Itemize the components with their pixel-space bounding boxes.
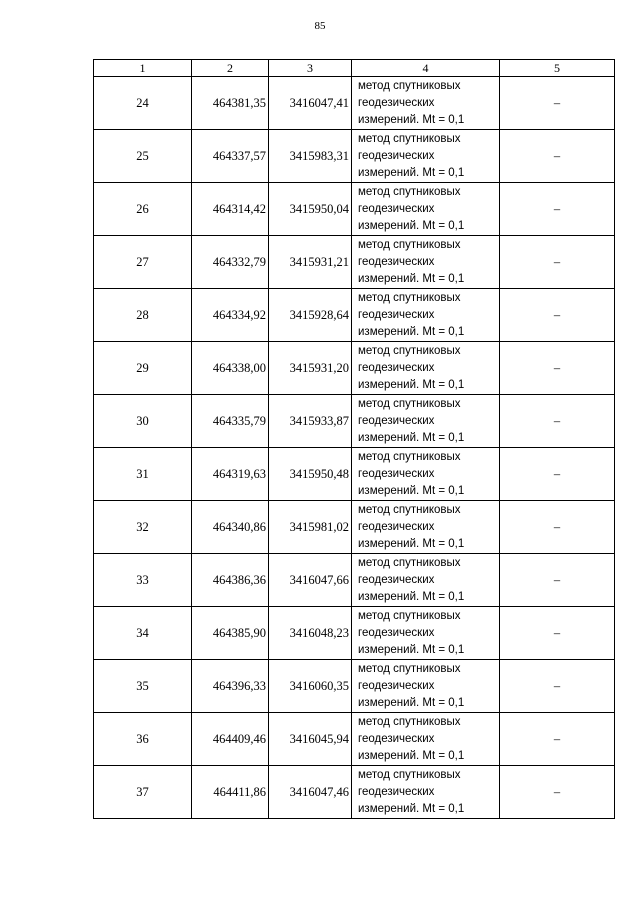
- point-number-cell: 32: [94, 501, 192, 554]
- column-5-cell: –: [500, 448, 615, 501]
- y-coordinate-cell: 3415983,31: [269, 130, 352, 183]
- x-coordinate-cell: 464385,90: [192, 607, 269, 660]
- point-number-cell: 37: [94, 766, 192, 819]
- method-cell: [352, 130, 500, 183]
- column-5-cell: –: [500, 766, 615, 819]
- point-number-cell: 30: [94, 395, 192, 448]
- column-5-cell: –: [500, 607, 615, 660]
- method-cell: [352, 660, 500, 713]
- point-number-cell: 35: [94, 660, 192, 713]
- x-coordinate-cell: 464332,79: [192, 236, 269, 289]
- point-number-cell: 31: [94, 448, 192, 501]
- method-text-line: метод спутниковых: [358, 450, 461, 463]
- column-5-cell: –: [500, 660, 615, 713]
- method-text-line: метод спутниковых: [358, 185, 461, 198]
- method-text-line: геодезических: [358, 785, 435, 798]
- column-5-cell: –: [500, 554, 615, 607]
- method-cell: [352, 554, 500, 607]
- method-text-line: измерений. Mt = 0,1: [358, 590, 465, 603]
- table-row: [94, 660, 615, 713]
- table-row: [94, 130, 615, 183]
- column-5-cell: –: [500, 395, 615, 448]
- y-coordinate-cell: 3415928,64: [269, 289, 352, 342]
- point-number-cell: 33: [94, 554, 192, 607]
- table-header-row: [94, 60, 615, 77]
- column-5-cell: –: [500, 77, 615, 130]
- column-header-5: 5: [500, 60, 615, 77]
- y-coordinate-cell: 3416060,35: [269, 660, 352, 713]
- method-text-line: метод спутниковых: [358, 132, 461, 145]
- column-5-cell: –: [500, 289, 615, 342]
- method-text-line: геодезических: [358, 679, 435, 692]
- method-text-line: метод спутниковых: [358, 238, 461, 251]
- x-coordinate-cell: 464340,86: [192, 501, 269, 554]
- method-text-line: метод спутниковых: [358, 291, 461, 304]
- method-cell: [352, 289, 500, 342]
- x-coordinate-cell: 464335,79: [192, 395, 269, 448]
- method-text-line: метод спутниковых: [358, 344, 461, 357]
- column-5-cell: –: [500, 236, 615, 289]
- point-number-cell: 24: [94, 77, 192, 130]
- method-text-line: измерений. Mt = 0,1: [358, 643, 465, 656]
- point-number-cell: 27: [94, 236, 192, 289]
- coordinates-table: [93, 59, 615, 819]
- table-row: [94, 607, 615, 660]
- column-header-4: 4: [352, 60, 500, 77]
- method-cell: [352, 607, 500, 660]
- method-text-line: измерений. Mt = 0,1: [358, 484, 465, 497]
- method-text-line: измерений. Mt = 0,1: [358, 802, 465, 815]
- x-coordinate-cell: 464338,00: [192, 342, 269, 395]
- x-coordinate-cell: 464386,36: [192, 554, 269, 607]
- method-text-line: геодезических: [358, 626, 435, 639]
- y-coordinate-cell: 3415931,20: [269, 342, 352, 395]
- y-coordinate-cell: 3415933,87: [269, 395, 352, 448]
- method-cell: [352, 395, 500, 448]
- method-text-line: метод спутниковых: [358, 662, 461, 675]
- point-number-cell: 29: [94, 342, 192, 395]
- point-number-cell: 34: [94, 607, 192, 660]
- method-text-line: геодезических: [358, 414, 435, 427]
- column-header-2: 2: [192, 60, 269, 77]
- method-text-line: измерений. Mt = 0,1: [358, 166, 465, 179]
- method-text-line: измерений. Mt = 0,1: [358, 696, 465, 709]
- column-5-cell: –: [500, 342, 615, 395]
- point-number-cell: 28: [94, 289, 192, 342]
- method-text-line: метод спутниковых: [358, 79, 461, 92]
- table-row: [94, 501, 615, 554]
- method-text-line: геодезических: [358, 573, 435, 586]
- method-text-line: геодезических: [358, 149, 435, 162]
- table-row: [94, 395, 615, 448]
- method-text-line: геодезических: [358, 255, 435, 268]
- x-coordinate-cell: 464337,57: [192, 130, 269, 183]
- method-text-line: геодезических: [358, 732, 435, 745]
- method-text-line: метод спутниковых: [358, 609, 461, 622]
- method-text-line: геодезических: [358, 361, 435, 374]
- method-text-line: измерений. Mt = 0,1: [358, 378, 465, 391]
- column-header-1: 1: [94, 60, 192, 77]
- y-coordinate-cell: 3416047,46: [269, 766, 352, 819]
- page-number: 85: [314, 20, 326, 32]
- method-text-line: геодезических: [358, 308, 435, 321]
- y-coordinate-cell: 3416047,41: [269, 77, 352, 130]
- method-text-line: метод спутниковых: [358, 397, 461, 410]
- method-text-line: метод спутниковых: [358, 503, 461, 516]
- method-text-line: геодезических: [358, 520, 435, 533]
- point-number-cell: 36: [94, 713, 192, 766]
- method-text-line: измерений. Mt = 0,1: [358, 749, 465, 762]
- table-row: [94, 448, 615, 501]
- point-number-cell: 26: [94, 183, 192, 236]
- method-text-line: измерений. Mt = 0,1: [358, 431, 465, 444]
- table-row: [94, 183, 615, 236]
- method-text-line: измерений. Mt = 0,1: [358, 325, 465, 338]
- x-coordinate-cell: 464334,92: [192, 289, 269, 342]
- method-text-line: измерений. Mt = 0,1: [358, 113, 465, 126]
- y-coordinate-cell: 3415931,21: [269, 236, 352, 289]
- method-text-line: измерений. Mt = 0,1: [358, 219, 465, 232]
- method-text-line: измерений. Mt = 0,1: [358, 537, 465, 550]
- table-row: [94, 342, 615, 395]
- method-text-line: метод спутниковых: [358, 556, 461, 569]
- y-coordinate-cell: 3415981,02: [269, 501, 352, 554]
- method-text-line: геодезических: [358, 467, 435, 480]
- column-header-3: 3: [269, 60, 352, 77]
- table-row: [94, 77, 615, 130]
- x-coordinate-cell: 464411,86: [192, 766, 269, 819]
- method-text-line: метод спутниковых: [358, 715, 461, 728]
- x-coordinate-cell: 464381,35: [192, 77, 269, 130]
- x-coordinate-cell: 464314,42: [192, 183, 269, 236]
- column-5-cell: –: [500, 130, 615, 183]
- y-coordinate-cell: 3416047,66: [269, 554, 352, 607]
- method-text-line: измерений. Mt = 0,1: [358, 272, 465, 285]
- x-coordinate-cell: 464409,46: [192, 713, 269, 766]
- method-cell: [352, 342, 500, 395]
- y-coordinate-cell: 3416048,23: [269, 607, 352, 660]
- table-row: [94, 713, 615, 766]
- column-5-cell: –: [500, 501, 615, 554]
- table-row: [94, 554, 615, 607]
- y-coordinate-cell: 3415950,48: [269, 448, 352, 501]
- method-cell: [352, 236, 500, 289]
- table-row: [94, 289, 615, 342]
- method-cell: [352, 713, 500, 766]
- x-coordinate-cell: 464396,33: [192, 660, 269, 713]
- method-text-line: геодезических: [358, 96, 435, 109]
- column-5-cell: –: [500, 713, 615, 766]
- column-5-cell: –: [500, 183, 615, 236]
- method-text-line: метод спутниковых: [358, 768, 461, 781]
- y-coordinate-cell: 3416045,94: [269, 713, 352, 766]
- table-row: [94, 766, 615, 819]
- x-coordinate-cell: 464319,63: [192, 448, 269, 501]
- y-coordinate-cell: 3415950,04: [269, 183, 352, 236]
- method-cell: [352, 448, 500, 501]
- method-cell: [352, 766, 500, 819]
- point-number-cell: 25: [94, 130, 192, 183]
- method-cell: [352, 183, 500, 236]
- method-cell: [352, 501, 500, 554]
- method-text-line: геодезических: [358, 202, 435, 215]
- method-cell: [352, 77, 500, 130]
- table-row: [94, 236, 615, 289]
